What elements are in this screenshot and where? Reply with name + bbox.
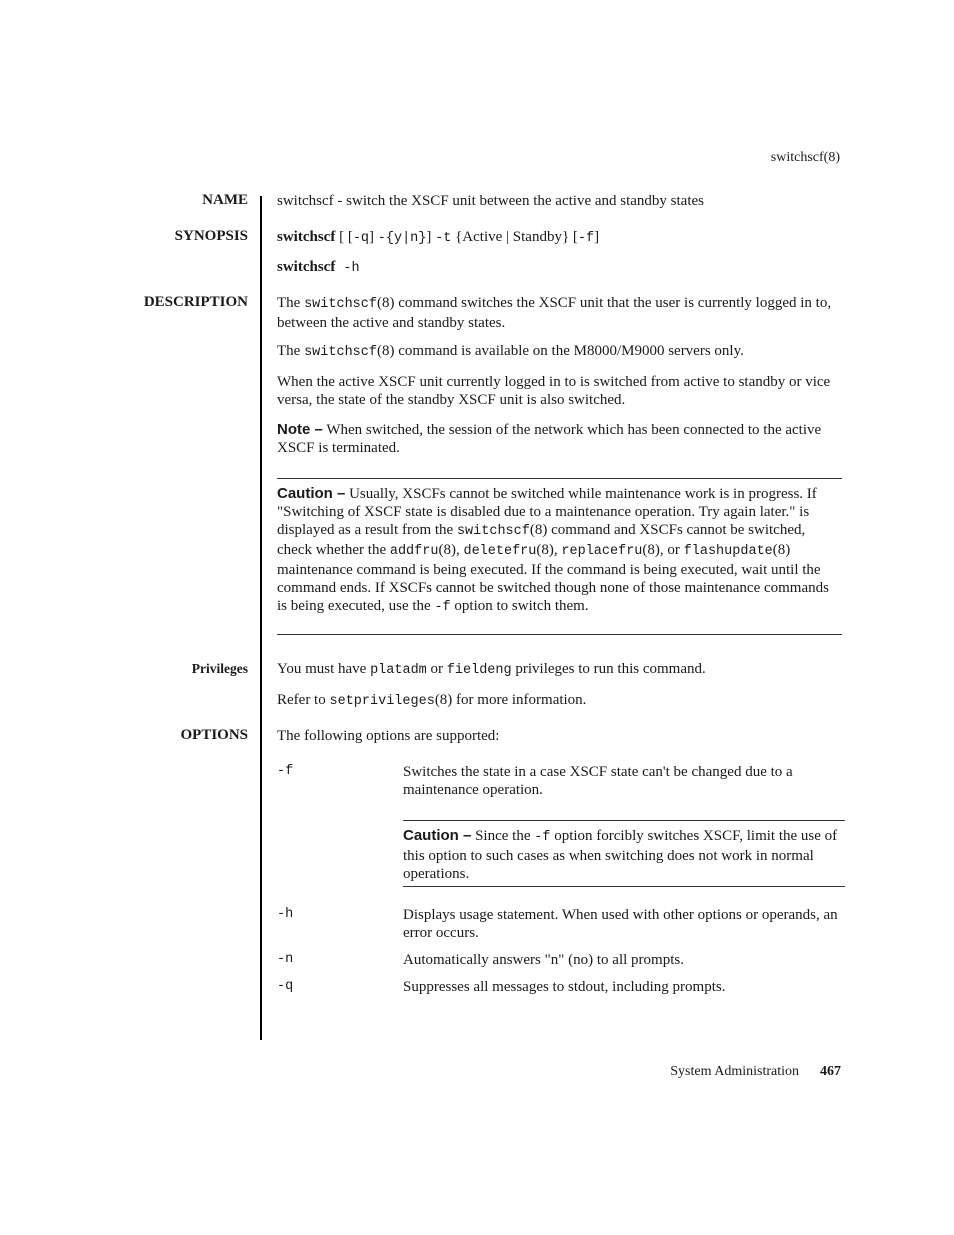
- option-flag-q: -q: [277, 979, 294, 994]
- synopsis-cmd: switchscf: [277, 229, 336, 245]
- text: (8),: [536, 542, 562, 558]
- text: The: [277, 295, 305, 311]
- option-ref: -f: [534, 830, 551, 845]
- caution-bottom-rule: [277, 634, 842, 635]
- description-paragraph-2: [277, 342, 843, 362]
- section-heading-options: OPTIONS: [180, 727, 248, 743]
- option-desc-f: Switches the state in a case XSCF state can't be changed due to a maintenance operation.: [403, 764, 793, 798]
- privilege-fieldeng: fieldeng: [446, 663, 512, 678]
- privileges-paragraph-2: [277, 691, 843, 711]
- note: [277, 421, 843, 457]
- section-heading-description: DESCRIPTION: [143, 294, 248, 310]
- option-h: -h: [335, 261, 360, 276]
- option-yn: -{y|n}: [377, 231, 427, 246]
- text: [ [: [335, 229, 353, 245]
- footer-section-title: System Administration: [670, 1064, 799, 1079]
- text: The: [277, 343, 305, 359]
- text: Since the: [471, 828, 535, 844]
- synopsis-line-1: [277, 228, 843, 248]
- cmd-ref: addfru: [389, 544, 439, 559]
- text: or: [426, 661, 447, 677]
- text: option forcibly switches XSCF, limit the use of this option to such cases as when switching does not work in normal operations.: [403, 828, 838, 882]
- caution-box: [277, 485, 837, 617]
- synopsis-line-2: [277, 258, 843, 278]
- cmd-ref: -f: [434, 600, 451, 615]
- text: (8) command switches the XSCF unit that the user is currently logged in to, between the active and standby states.: [277, 295, 832, 331]
- text: (8) command and XSCFs cannot be switched, check whether the: [277, 522, 806, 558]
- option-desc-q: Suppresses all messages to stdout, including prompts.: [403, 979, 726, 995]
- vertical-rule: [260, 196, 262, 1040]
- text: privileges to run this command.: [511, 661, 706, 677]
- page-number: 467: [820, 1064, 841, 1079]
- option-desc-n: Automatically answers "n" (no) to all prompts.: [403, 952, 684, 968]
- text: ]: [594, 229, 600, 245]
- text: ]: [369, 229, 378, 245]
- option-caution-top-rule: [403, 820, 845, 821]
- cmd-ref: replacefru: [561, 544, 643, 559]
- text: {Active | Standby} [: [451, 229, 578, 245]
- option-flag-f: -f: [277, 764, 294, 779]
- text: (8) maintenance command is being executed. If the command is being executed, wait until the command ends. If XSCFs cannot be switched though none of those maintenance commands is being executed, use the: [277, 542, 829, 614]
- option-flag-h: -h: [277, 907, 294, 922]
- caution-label: Caution –: [403, 827, 472, 844]
- option-desc-h: Displays usage statement. When used with other options or operands, an error occurs.: [403, 907, 838, 941]
- caution-top-rule: [277, 478, 842, 479]
- note-label: Note –: [277, 421, 323, 438]
- running-header: switchscf(8): [770, 150, 840, 165]
- description-paragraph-3: When the active XSCF unit currently logged in to is switched from active to standby or vice versa, the state of the standby XSCF unit is also switched.: [277, 374, 831, 408]
- option-t: -t: [435, 231, 452, 246]
- privilege-platadm: platadm: [370, 663, 427, 678]
- text: ]: [426, 229, 436, 245]
- text: (8) for more information.: [434, 692, 587, 708]
- text: Usually, XSCFs cannot be switched while maintenance work is in progress. If "Switching of XSCF state is disabled due to a maintenance operation. Try again later." is displayed as a result from the: [277, 486, 817, 538]
- section-heading-privileges: Privileges: [191, 661, 248, 676]
- option-caution: [403, 827, 845, 883]
- cmd-ref: flashupdate: [683, 544, 773, 559]
- text: (8), or: [642, 542, 684, 558]
- privileges-paragraph-1: [277, 660, 843, 680]
- synopsis-cmd: switchscf: [277, 259, 336, 275]
- cmd-ref: switchscf: [304, 297, 377, 312]
- option-flag-n: -n: [277, 952, 294, 967]
- cmd-ref: setprivileges: [329, 694, 435, 709]
- option-q: -q: [352, 231, 370, 246]
- caution-label: Caution –: [277, 485, 346, 502]
- description-paragraph-1: [277, 294, 843, 332]
- name-text: switchscf - switch the XSCF unit between the active and standby states: [277, 193, 704, 209]
- cmd-ref: switchscf: [456, 524, 530, 539]
- option-caution-bottom-rule: [403, 886, 845, 887]
- cmd-ref: switchscf: [304, 345, 377, 360]
- text: option to switch them.: [450, 598, 589, 614]
- option-f: -f: [577, 231, 595, 246]
- note-text: When switched, the session of the network which has been connected to the active XSCF is terminated.: [277, 422, 822, 456]
- text: (8) command is available on the M8000/M9000 servers only.: [377, 343, 744, 359]
- cmd-ref: deletefru: [463, 544, 537, 559]
- text: (8),: [438, 542, 464, 558]
- section-heading-synopsis: SYNOPSIS: [174, 228, 248, 244]
- section-heading-name: NAME: [202, 192, 248, 208]
- text: You must have: [277, 661, 371, 677]
- options-intro: The following options are supported:: [277, 728, 500, 744]
- text: Refer to: [277, 692, 330, 708]
